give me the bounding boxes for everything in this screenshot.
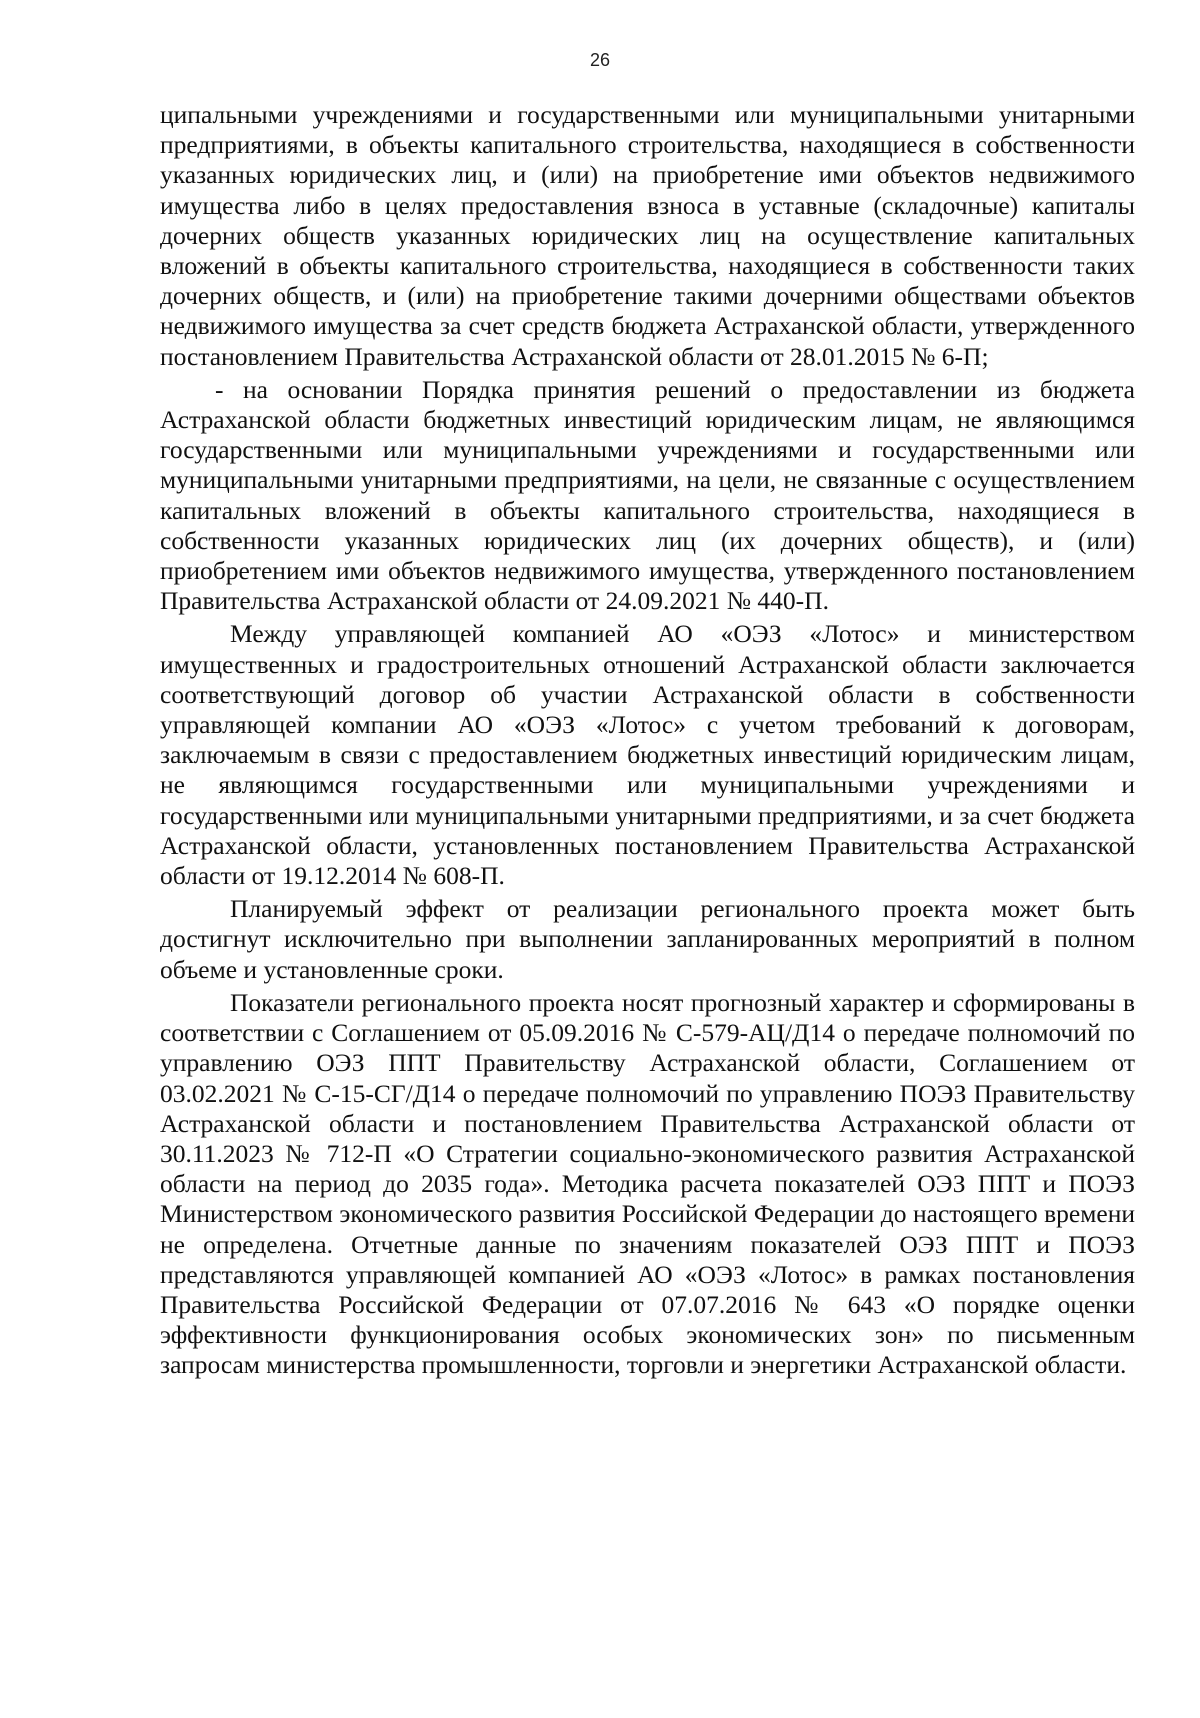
paragraph-planned-effect: Планируемый эффект от реализации регионального проекта может быть достигнут исключительно при выполнении запланированных мероприятий в полном объеме и установленные сроки.: [160, 894, 1135, 984]
document-body: [160, 100, 1135, 1384]
paragraph-indicators: Показатели регионального проекта носят прогнозный характер и сформированы в соответствии с Соглашением от 05.09.2016 № С-579-АЦ/Д14 о передаче полномочий по управлению ОЭЗ ППТ Правительству Астраханской области, Соглашением от 03.02.2021 № С-15-СГ/Д14 о передаче полномочий по управлению ПОЭЗ Правительству Астраханской области и постановлением Правительства Астраханской области от 30.11.2023 № 712-П «О Стратегии социально-экономического развития Астраханской области на период до 2035 года». Методика расчета показателей ОЭЗ ППТ и ПОЭЗ Министерством экономического развития Российской Федерации до настоящего времени не определена. Отчетные данные по значениям показателей ОЭЗ ППТ и ПОЭЗ представляются управляющей компанией АО «ОЭЗ «Лотос» в рамках постановления Правительства Российской Федерации от 07.07.2016 № 643 «О порядке оценки эффективности функционирования особых экономических зон» по письменным запросам министерства промышленности, торговли и энергетики Астраханской области.: [160, 987, 1135, 1380]
paragraph-agreement: Между управляющей компанией АО «ОЭЗ «Лотос» и министерством имущественных и градостроительных отношений Астраханской области заключается соответствующий договор об участии Астраханской области в собственности управляющей компании АО «ОЭЗ «Лотос» с учетом требований к договорам, заключаемым в связи с предоставлением бюджетных инвестиций юридическим лицам, не являющимся государственными или муниципальными учреждениями и государственными или муниципальными унитарными предприятиями, и за счет бюджета Астраханской области, установленных постановлением Правительства Астраханской области от 19.12.2014 № 608-П.: [160, 619, 1135, 891]
paragraph-continuation: ципальными учреждениями и государственными или муниципальными унитарными предприятиями, в объекты капитального строительства, находящиеся в собственности указанных юридических лиц, и (или) на приобретение ими объектов недвижимого имущества либо в целях предоставления взноса в уставные (складочные) капиталы дочерних обществ указанных юридических лиц на осуществление капитальных вложений в объекты капитального строительства, находящиеся в собственности таких дочерних обществ, и (или) на приобретение такими дочерними обществами объектов недвижимого имущества за счет средств бюджета Астраханской области, утвержденного постановлением Правительства Астраханской области от 28.01.2015 № 6-П;: [160, 100, 1135, 371]
paragraph-list-item: - на основании Порядка принятия решений о предоставлении из бюджета Астраханской области бюджетных инвестиций юридическим лицам, не являющимся государственными или муниципальными учреждениями и государственными или муниципальными унитарными предприятиями, на цели, не связанные с осуществлением капитальных вложений в объекты капитального строительства, находящиеся в собственности указанных юридических лиц (их дочерних обществ), и (или) приобретением ими объектов недвижимого имущества, утвержденного постановлением Правительства Астраханской области от 24.09.2021 № 440-П.: [160, 374, 1135, 616]
page-number: 26: [589, 50, 611, 70]
